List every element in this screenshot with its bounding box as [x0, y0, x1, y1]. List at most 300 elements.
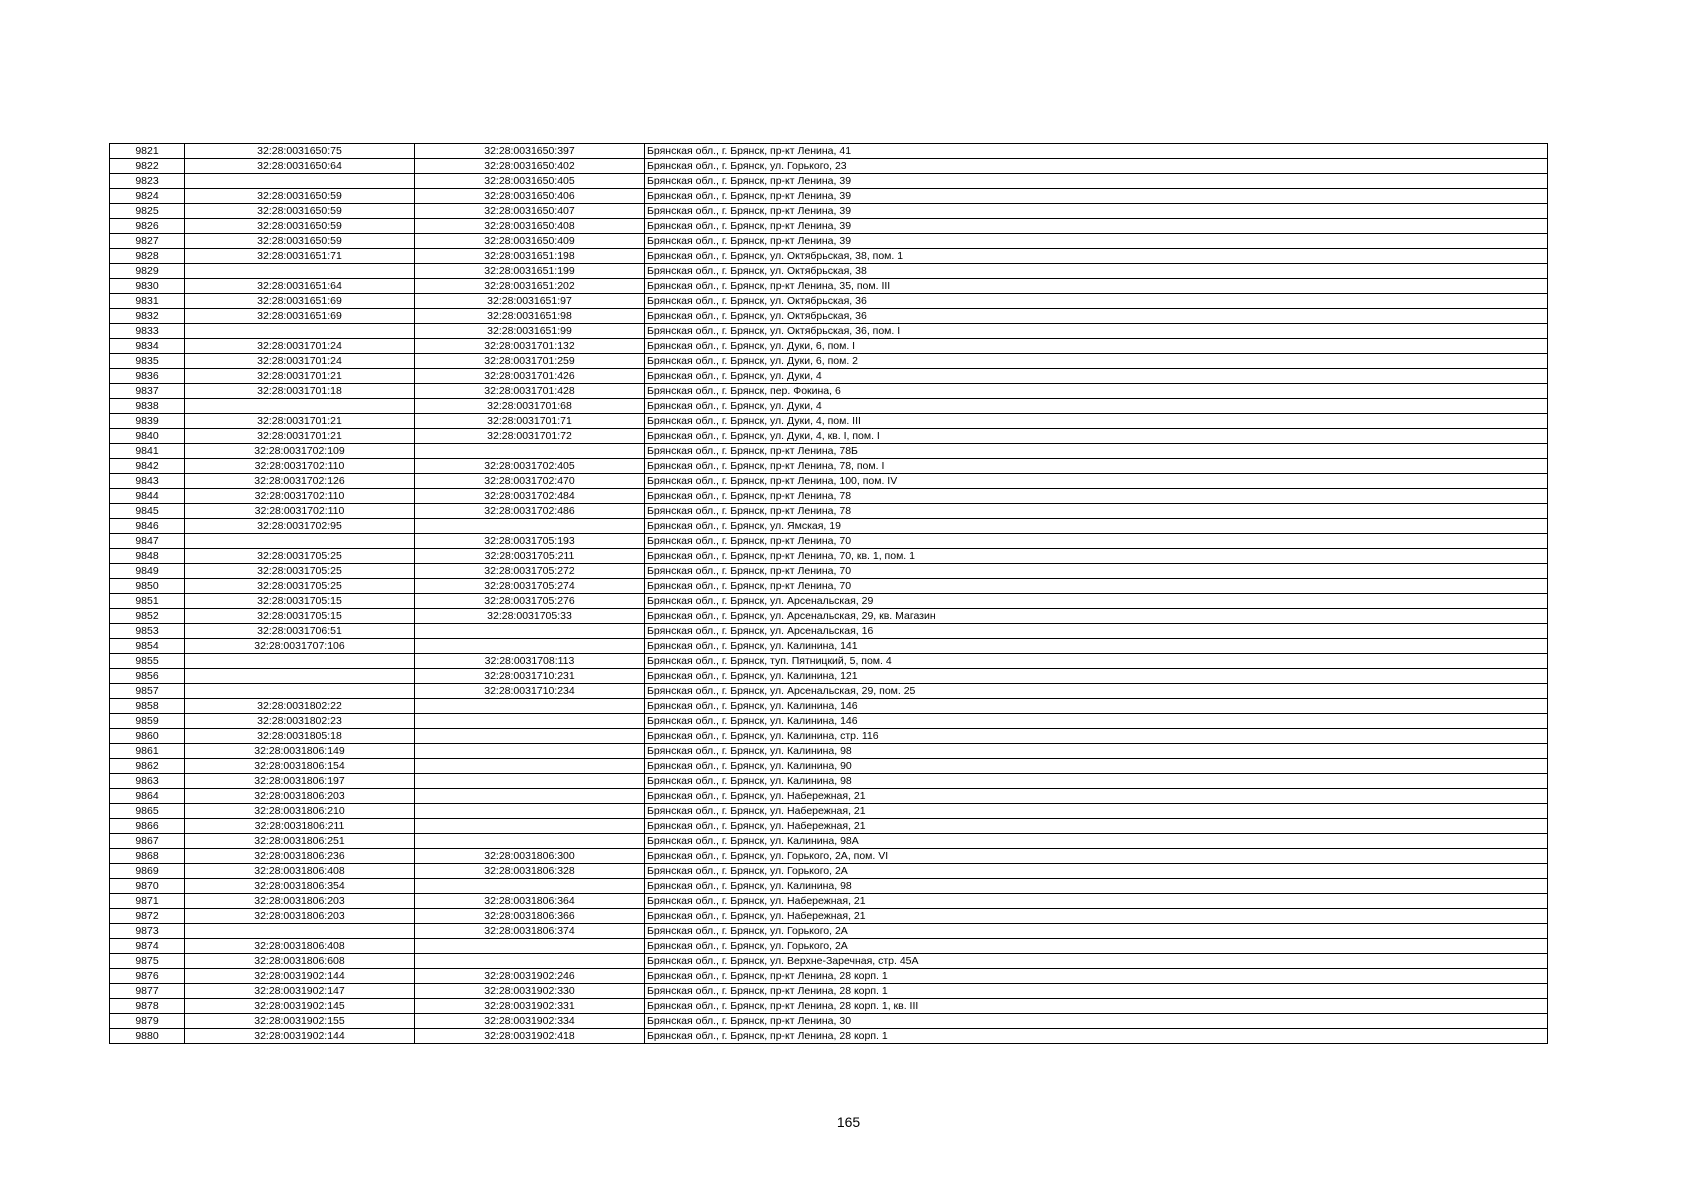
object-cadastral-number-cell: 32:28:0031902:330: [415, 984, 645, 999]
table-row: [110, 804, 1548, 819]
address-cell: Брянская обл., г. Брянск, пр-кт Ленина, 30: [645, 1014, 1548, 1029]
address-cell: Брянская обл., г. Брянск, ул. Калинина, 146: [645, 699, 1548, 714]
land-cadastral-number-cell: 32:28:0031650:59: [185, 219, 415, 234]
table-row: [110, 429, 1548, 444]
address-cell: Брянская обл., г. Брянск, пр-кт Ленина, 39: [645, 174, 1548, 189]
object-cadastral-number-cell: 32:28:0031650:408: [415, 219, 645, 234]
address-cell: Брянская обл., г. Брянск, ул. Дуки, 4, пом. III: [645, 414, 1548, 429]
address-cell: Брянская обл., г. Брянск, ул. Калинина, 146: [645, 714, 1548, 729]
object-cadastral-number-cell: 32:28:0031702:486: [415, 504, 645, 519]
row-number-cell: 9839: [110, 414, 185, 429]
object-cadastral-number-cell: [415, 954, 645, 969]
land-cadastral-number-cell: 32:28:0031902:144: [185, 1029, 415, 1044]
land-cadastral-number-cell: [185, 534, 415, 549]
land-cadastral-number-cell: [185, 924, 415, 939]
land-cadastral-number-cell: 32:28:0031702:110: [185, 504, 415, 519]
land-cadastral-number-cell: 32:28:0031805:18: [185, 729, 415, 744]
land-cadastral-number-cell: 32:28:0031806:203: [185, 909, 415, 924]
object-cadastral-number-cell: [415, 639, 645, 654]
row-number-cell: 9831: [110, 294, 185, 309]
land-cadastral-number-cell: 32:28:0031806:408: [185, 939, 415, 954]
address-cell: Брянская обл., г. Брянск, ул. Набережная, 21: [645, 894, 1548, 909]
land-cadastral-number-cell: 32:28:0031650:64: [185, 159, 415, 174]
address-cell: Брянская обл., г. Брянск, пр-кт Ленина, 78, пом. I: [645, 459, 1548, 474]
address-cell: Брянская обл., г. Брянск, пр-кт Ленина, 35, пом. III: [645, 279, 1548, 294]
object-cadastral-number-cell: [415, 519, 645, 534]
address-cell: Брянская обл., г. Брянск, пр-кт Ленина, 28 корп. 1: [645, 1029, 1548, 1044]
land-cadastral-number-cell: 32:28:0031701:18: [185, 384, 415, 399]
table-row: [110, 294, 1548, 309]
object-cadastral-number-cell: 32:28:0031701:426: [415, 369, 645, 384]
land-cadastral-number-cell: [185, 174, 415, 189]
address-cell: Брянская обл., г. Брянск, ул. Горького, 2А: [645, 939, 1548, 954]
object-cadastral-number-cell: 32:28:0031650:407: [415, 204, 645, 219]
object-cadastral-number-cell: 32:28:0031701:259: [415, 354, 645, 369]
row-number-cell: 9836: [110, 369, 185, 384]
table-row: [110, 549, 1548, 564]
row-number-cell: 9872: [110, 909, 185, 924]
land-cadastral-number-cell: 32:28:0031650:75: [185, 144, 415, 159]
object-cadastral-number-cell: 32:28:0031710:231: [415, 669, 645, 684]
table-row: [110, 699, 1548, 714]
address-cell: Брянская обл., г. Брянск, пр-кт Ленина, 39: [645, 189, 1548, 204]
page-number: 165: [836, 1114, 861, 1130]
row-number-cell: 9879: [110, 1014, 185, 1029]
object-cadastral-number-cell: 32:28:0031702:470: [415, 474, 645, 489]
land-cadastral-number-cell: 32:28:0031902:144: [185, 969, 415, 984]
row-number-cell: 9843: [110, 474, 185, 489]
land-cadastral-number-cell: 32:28:0031806:608: [185, 954, 415, 969]
land-cadastral-number-cell: 32:28:0031702:126: [185, 474, 415, 489]
address-cell: Брянская обл., г. Брянск, ул. Октябрьская, 38: [645, 264, 1548, 279]
object-cadastral-number-cell: 32:28:0031651:97: [415, 294, 645, 309]
land-cadastral-number-cell: 32:28:0031806:154: [185, 759, 415, 774]
address-cell: Брянская обл., г. Брянск, ул. Октябрьская, 36, пом. I: [645, 324, 1548, 339]
object-cadastral-number-cell: [415, 714, 645, 729]
land-cadastral-number-cell: 32:28:0031706:51: [185, 624, 415, 639]
table-row: [110, 759, 1548, 774]
land-cadastral-number-cell: 32:28:0031806:210: [185, 804, 415, 819]
address-cell: Брянская обл., г. Брянск, ул. Набережная, 21: [645, 804, 1548, 819]
address-cell: Брянская обл., г. Брянск, ул. Дуки, 4: [645, 369, 1548, 384]
object-cadastral-number-cell: 32:28:0031806:328: [415, 864, 645, 879]
object-cadastral-number-cell: 32:28:0031806:300: [415, 849, 645, 864]
row-number-cell: 9864: [110, 789, 185, 804]
table-row: [110, 579, 1548, 594]
table-row: [110, 639, 1548, 654]
row-number-cell: 9857: [110, 684, 185, 699]
land-cadastral-number-cell: 32:28:0031902:147: [185, 984, 415, 999]
address-cell: Брянская обл., г. Брянск, пер. Фокина, 6: [645, 384, 1548, 399]
object-cadastral-number-cell: 32:28:0031650:405: [415, 174, 645, 189]
land-cadastral-number-cell: 32:28:0031705:15: [185, 609, 415, 624]
table-row: [110, 1029, 1548, 1044]
land-cadastral-number-cell: 32:28:0031806:149: [185, 744, 415, 759]
row-number-cell: 9859: [110, 714, 185, 729]
table-row: [110, 744, 1548, 759]
land-cadastral-number-cell: 32:28:0031651:69: [185, 294, 415, 309]
table-row: [110, 729, 1548, 744]
land-cadastral-number-cell: 32:28:0031902:155: [185, 1014, 415, 1029]
object-cadastral-number-cell: [415, 939, 645, 954]
land-cadastral-number-cell: [185, 669, 415, 684]
land-cadastral-number-cell: 32:28:0031705:15: [185, 594, 415, 609]
land-cadastral-number-cell: [185, 264, 415, 279]
object-cadastral-number-cell: 32:28:0031806:366: [415, 909, 645, 924]
object-cadastral-number-cell: 32:28:0031705:272: [415, 564, 645, 579]
table-row: [110, 969, 1548, 984]
row-number-cell: 9877: [110, 984, 185, 999]
land-cadastral-number-cell: 32:28:0031651:71: [185, 249, 415, 264]
object-cadastral-number-cell: [415, 789, 645, 804]
land-cadastral-number-cell: 32:28:0031806:203: [185, 894, 415, 909]
land-cadastral-number-cell: 32:28:0031702:110: [185, 489, 415, 504]
object-cadastral-number-cell: [415, 804, 645, 819]
address-cell: Брянская обл., г. Брянск, ул. Набережная, 21: [645, 789, 1548, 804]
table-row: [110, 909, 1548, 924]
table-row: [110, 369, 1548, 384]
land-cadastral-number-cell: [185, 654, 415, 669]
table-row: [110, 174, 1548, 189]
address-cell: Брянская обл., г. Брянск, пр-кт Ленина, 28 корп. 1: [645, 984, 1548, 999]
row-number-cell: 9838: [110, 399, 185, 414]
land-cadastral-number-cell: 32:28:0031902:145: [185, 999, 415, 1014]
land-cadastral-number-cell: 32:28:0031701:24: [185, 354, 415, 369]
table-row: [110, 789, 1548, 804]
land-cadastral-number-cell: 32:28:0031650:59: [185, 234, 415, 249]
object-cadastral-number-cell: 32:28:0031705:33: [415, 609, 645, 624]
address-cell: Брянская обл., г. Брянск, ул. Дуки, 4: [645, 399, 1548, 414]
table-row: [110, 984, 1548, 999]
object-cadastral-number-cell: 32:28:0031650:402: [415, 159, 645, 174]
table-row: [110, 219, 1548, 234]
table-row: [110, 144, 1548, 159]
row-number-cell: 9832: [110, 309, 185, 324]
row-number-cell: 9875: [110, 954, 185, 969]
address-cell: Брянская обл., г. Брянск, ул. Октябрьская, 36: [645, 294, 1548, 309]
row-number-cell: 9853: [110, 624, 185, 639]
row-number-cell: 9848: [110, 549, 185, 564]
address-cell: Брянская обл., г. Брянск, ул. Горького, 2А, пом. VI: [645, 849, 1548, 864]
row-number-cell: 9844: [110, 489, 185, 504]
land-cadastral-number-cell: 32:28:0031650:59: [185, 189, 415, 204]
address-cell: Брянская обл., г. Брянск, ул. Калинина, 98: [645, 879, 1548, 894]
land-cadastral-number-cell: 32:28:0031701:21: [185, 414, 415, 429]
object-cadastral-number-cell: [415, 729, 645, 744]
table-row: [110, 654, 1548, 669]
land-cadastral-number-cell: 32:28:0031806:211: [185, 819, 415, 834]
land-cadastral-number-cell: 32:28:0031806:197: [185, 774, 415, 789]
object-cadastral-number-cell: 32:28:0031651:202: [415, 279, 645, 294]
row-number-cell: 9871: [110, 894, 185, 909]
land-cadastral-number-cell: [185, 684, 415, 699]
object-cadastral-number-cell: 32:28:0031651:99: [415, 324, 645, 339]
row-number-cell: 9856: [110, 669, 185, 684]
object-cadastral-number-cell: 32:28:0031701:71: [415, 414, 645, 429]
row-number-cell: 9829: [110, 264, 185, 279]
address-cell: Брянская обл., г. Брянск, пр-кт Ленина, 78: [645, 504, 1548, 519]
row-number-cell: 9854: [110, 639, 185, 654]
row-number-cell: 9849: [110, 564, 185, 579]
object-cadastral-number-cell: 32:28:0031902:331: [415, 999, 645, 1014]
row-number-cell: 9861: [110, 744, 185, 759]
row-number-cell: 9858: [110, 699, 185, 714]
object-cadastral-number-cell: [415, 699, 645, 714]
address-cell: Брянская обл., г. Брянск, туп. Пятницкий, 5, пом. 4: [645, 654, 1548, 669]
table-row: [110, 489, 1548, 504]
object-cadastral-number-cell: [415, 744, 645, 759]
row-number-cell: 9827: [110, 234, 185, 249]
address-cell: Брянская обл., г. Брянск, ул. Калинина, 90: [645, 759, 1548, 774]
land-cadastral-number-cell: 32:28:0031806:251: [185, 834, 415, 849]
land-cadastral-number-cell: 32:28:0031802:23: [185, 714, 415, 729]
address-cell: Брянская обл., г. Брянск, ул. Набережная, 21: [645, 819, 1548, 834]
address-cell: Брянская обл., г. Брянск, ул. Набережная, 21: [645, 909, 1548, 924]
address-cell: Брянская обл., г. Брянск, пр-кт Ленина, 39: [645, 234, 1548, 249]
address-cell: Брянская обл., г. Брянск, ул. Калинина, 98А: [645, 834, 1548, 849]
address-cell: Брянская обл., г. Брянск, ул. Калинина, 98: [645, 774, 1548, 789]
address-cell: Брянская обл., г. Брянск, ул. Калинина, 121: [645, 669, 1548, 684]
table-row: [110, 279, 1548, 294]
table-row: [110, 474, 1548, 489]
land-cadastral-number-cell: 32:28:0031651:69: [185, 309, 415, 324]
register-table: [109, 143, 1548, 1044]
land-cadastral-number-cell: 32:28:0031806:408: [185, 864, 415, 879]
table-row: [110, 999, 1548, 1014]
address-cell: Брянская обл., г. Брянск, пр-кт Ленина, 70: [645, 534, 1548, 549]
address-cell: Брянская обл., г. Брянск, ул. Арсенальская, 16: [645, 624, 1548, 639]
address-cell: Брянская обл., г. Брянск, пр-кт Ленина, 70: [645, 579, 1548, 594]
land-cadastral-number-cell: 32:28:0031806:354: [185, 879, 415, 894]
object-cadastral-number-cell: 32:28:0031651:198: [415, 249, 645, 264]
row-number-cell: 9837: [110, 384, 185, 399]
table-row: [110, 339, 1548, 354]
address-cell: Брянская обл., г. Брянск, пр-кт Ленина, 39: [645, 204, 1548, 219]
address-cell: Брянская обл., г. Брянск, пр-кт Ленина, 78Б: [645, 444, 1548, 459]
row-number-cell: 9880: [110, 1029, 185, 1044]
land-cadastral-number-cell: [185, 324, 415, 339]
object-cadastral-number-cell: 32:28:0031705:211: [415, 549, 645, 564]
row-number-cell: 9869: [110, 864, 185, 879]
address-cell: Брянская обл., г. Брянск, ул. Октябрьская, 36: [645, 309, 1548, 324]
object-cadastral-number-cell: [415, 834, 645, 849]
object-cadastral-number-cell: 32:28:0031902:418: [415, 1029, 645, 1044]
address-cell: Брянская обл., г. Брянск, ул. Калинина, 141: [645, 639, 1548, 654]
table-row: [110, 519, 1548, 534]
object-cadastral-number-cell: 32:28:0031701:132: [415, 339, 645, 354]
table-row: [110, 864, 1548, 879]
row-number-cell: 9863: [110, 774, 185, 789]
row-number-cell: 9852: [110, 609, 185, 624]
row-number-cell: 9841: [110, 444, 185, 459]
table-row: [110, 504, 1548, 519]
object-cadastral-number-cell: 32:28:0031705:276: [415, 594, 645, 609]
address-cell: Брянская обл., г. Брянск, пр-кт Ленина, 70, кв. 1, пом. 1: [645, 549, 1548, 564]
row-number-cell: 9850: [110, 579, 185, 594]
table-row: [110, 834, 1548, 849]
table-row: [110, 879, 1548, 894]
address-cell: Брянская обл., г. Брянск, ул. Дуки, 6, пом. 2: [645, 354, 1548, 369]
table-row: [110, 414, 1548, 429]
table-row: [110, 669, 1548, 684]
address-cell: Брянская обл., г. Брянск, ул. Дуки, 6, пом. I: [645, 339, 1548, 354]
row-number-cell: 9873: [110, 924, 185, 939]
table-row: [110, 264, 1548, 279]
land-cadastral-number-cell: 32:28:0031802:22: [185, 699, 415, 714]
row-number-cell: 9866: [110, 819, 185, 834]
object-cadastral-number-cell: 32:28:0031701:72: [415, 429, 645, 444]
table-row: [110, 594, 1548, 609]
address-cell: Брянская обл., г. Брянск, ул. Горького, 23: [645, 159, 1548, 174]
row-number-cell: 9824: [110, 189, 185, 204]
table-row: [110, 564, 1548, 579]
address-cell: Брянская обл., г. Брянск, ул. Горького, 2А: [645, 924, 1548, 939]
object-cadastral-number-cell: 32:28:0031705:193: [415, 534, 645, 549]
object-cadastral-number-cell: 32:28:0031710:234: [415, 684, 645, 699]
table-row: [110, 324, 1548, 339]
address-cell: Брянская обл., г. Брянск, пр-кт Ленина, 39: [645, 219, 1548, 234]
object-cadastral-number-cell: [415, 444, 645, 459]
object-cadastral-number-cell: [415, 624, 645, 639]
address-cell: Брянская обл., г. Брянск, ул. Калинина, стр. 116: [645, 729, 1548, 744]
address-cell: Брянская обл., г. Брянск, ул. Ямская, 19: [645, 519, 1548, 534]
land-cadastral-number-cell: 32:28:0031705:25: [185, 579, 415, 594]
object-cadastral-number-cell: 32:28:0031806:374: [415, 924, 645, 939]
table-row: [110, 849, 1548, 864]
table-row: [110, 954, 1548, 969]
object-cadastral-number-cell: [415, 774, 645, 789]
land-cadastral-number-cell: 32:28:0031650:59: [185, 204, 415, 219]
land-cadastral-number-cell: 32:28:0031702:95: [185, 519, 415, 534]
object-cadastral-number-cell: 32:28:0031650:406: [415, 189, 645, 204]
object-cadastral-number-cell: 32:28:0031705:274: [415, 579, 645, 594]
address-cell: Брянская обл., г. Брянск, пр-кт Ленина, 100, пом. IV: [645, 474, 1548, 489]
row-number-cell: 9828: [110, 249, 185, 264]
table-row: [110, 819, 1548, 834]
address-cell: Брянская обл., г. Брянск, ул. Калинина, 98: [645, 744, 1548, 759]
table-row: [110, 939, 1548, 954]
table-row: [110, 774, 1548, 789]
address-cell: Брянская обл., г. Брянск, ул. Дуки, 4, кв. I, пом. I: [645, 429, 1548, 444]
row-number-cell: 9868: [110, 849, 185, 864]
table-row: [110, 624, 1548, 639]
land-cadastral-number-cell: 32:28:0031806:203: [185, 789, 415, 804]
row-number-cell: 9821: [110, 144, 185, 159]
table-row: [110, 354, 1548, 369]
table-row: [110, 1014, 1548, 1029]
table-row: [110, 609, 1548, 624]
row-number-cell: 9865: [110, 804, 185, 819]
row-number-cell: 9835: [110, 354, 185, 369]
land-cadastral-number-cell: [185, 399, 415, 414]
table-row: [110, 399, 1548, 414]
register-table-body: [110, 144, 1548, 1044]
row-number-cell: 9878: [110, 999, 185, 1014]
object-cadastral-number-cell: [415, 879, 645, 894]
land-cadastral-number-cell: 32:28:0031701:21: [185, 429, 415, 444]
row-number-cell: 9862: [110, 759, 185, 774]
address-cell: Брянская обл., г. Брянск, ул. Арсенальская, 29, кв. Магазин: [645, 609, 1548, 624]
row-number-cell: 9846: [110, 519, 185, 534]
address-cell: Брянская обл., г. Брянск, ул. Октябрьская, 38, пом. 1: [645, 249, 1548, 264]
object-cadastral-number-cell: 32:28:0031806:364: [415, 894, 645, 909]
address-cell: Брянская обл., г. Брянск, ул. Верхне-Заречная, стр. 45А: [645, 954, 1548, 969]
address-cell: Брянская обл., г. Брянск, ул. Арсенальская, 29: [645, 594, 1548, 609]
address-cell: Брянская обл., г. Брянск, пр-кт Ленина, 41: [645, 144, 1548, 159]
object-cadastral-number-cell: 32:28:0031702:484: [415, 489, 645, 504]
row-number-cell: 9840: [110, 429, 185, 444]
address-cell: Брянская обл., г. Брянск, пр-кт Ленина, 28 корп. 1, кв. III: [645, 999, 1548, 1014]
row-number-cell: 9870: [110, 879, 185, 894]
object-cadastral-number-cell: 32:28:0031650:397: [415, 144, 645, 159]
table-row: [110, 384, 1548, 399]
table-row: [110, 684, 1548, 699]
object-cadastral-number-cell: [415, 759, 645, 774]
row-number-cell: 9851: [110, 594, 185, 609]
row-number-cell: 9847: [110, 534, 185, 549]
table-row: [110, 309, 1548, 324]
table-row: [110, 714, 1548, 729]
table-row: [110, 924, 1548, 939]
object-cadastral-number-cell: [415, 819, 645, 834]
row-number-cell: 9874: [110, 939, 185, 954]
row-number-cell: 9834: [110, 339, 185, 354]
object-cadastral-number-cell: 32:28:0031651:199: [415, 264, 645, 279]
land-cadastral-number-cell: 32:28:0031702:109: [185, 444, 415, 459]
object-cadastral-number-cell: 32:28:0031708:113: [415, 654, 645, 669]
table-row: [110, 189, 1548, 204]
land-cadastral-number-cell: 32:28:0031651:64: [185, 279, 415, 294]
address-cell: Брянская обл., г. Брянск, пр-кт Ленина, 28 корп. 1: [645, 969, 1548, 984]
land-cadastral-number-cell: 32:28:0031701:24: [185, 339, 415, 354]
object-cadastral-number-cell: 32:28:0031701:428: [415, 384, 645, 399]
address-cell: Брянская обл., г. Брянск, ул. Арсенальская, 29, пом. 25: [645, 684, 1548, 699]
land-cadastral-number-cell: 32:28:0031702:110: [185, 459, 415, 474]
table-row: [110, 204, 1548, 219]
table-row: [110, 234, 1548, 249]
row-number-cell: 9855: [110, 654, 185, 669]
table-row: [110, 894, 1548, 909]
object-cadastral-number-cell: 32:28:0031902:246: [415, 969, 645, 984]
row-number-cell: 9845: [110, 504, 185, 519]
row-number-cell: 9860: [110, 729, 185, 744]
object-cadastral-number-cell: 32:28:0031651:98: [415, 309, 645, 324]
row-number-cell: 9867: [110, 834, 185, 849]
table-row: [110, 534, 1548, 549]
row-number-cell: 9830: [110, 279, 185, 294]
address-cell: Брянская обл., г. Брянск, ул. Горького, 2А: [645, 864, 1548, 879]
row-number-cell: 9842: [110, 459, 185, 474]
row-number-cell: 9833: [110, 324, 185, 339]
address-cell: Брянская обл., г. Брянск, пр-кт Ленина, 78: [645, 489, 1548, 504]
row-number-cell: 9876: [110, 969, 185, 984]
table-row: [110, 249, 1548, 264]
table-row: [110, 444, 1548, 459]
table-row: [110, 159, 1548, 174]
land-cadastral-number-cell: 32:28:0031806:236: [185, 849, 415, 864]
address-cell: Брянская обл., г. Брянск, пр-кт Ленина, 70: [645, 564, 1548, 579]
land-cadastral-number-cell: 32:28:0031705:25: [185, 549, 415, 564]
object-cadastral-number-cell: 32:28:0031650:409: [415, 234, 645, 249]
table-row: [110, 459, 1548, 474]
row-number-cell: 9823: [110, 174, 185, 189]
object-cadastral-number-cell: 32:28:0031902:334: [415, 1014, 645, 1029]
row-number-cell: 9826: [110, 219, 185, 234]
object-cadastral-number-cell: 32:28:0031701:68: [415, 399, 645, 414]
object-cadastral-number-cell: 32:28:0031702:405: [415, 459, 645, 474]
land-cadastral-number-cell: 32:28:0031705:25: [185, 564, 415, 579]
row-number-cell: 9825: [110, 204, 185, 219]
